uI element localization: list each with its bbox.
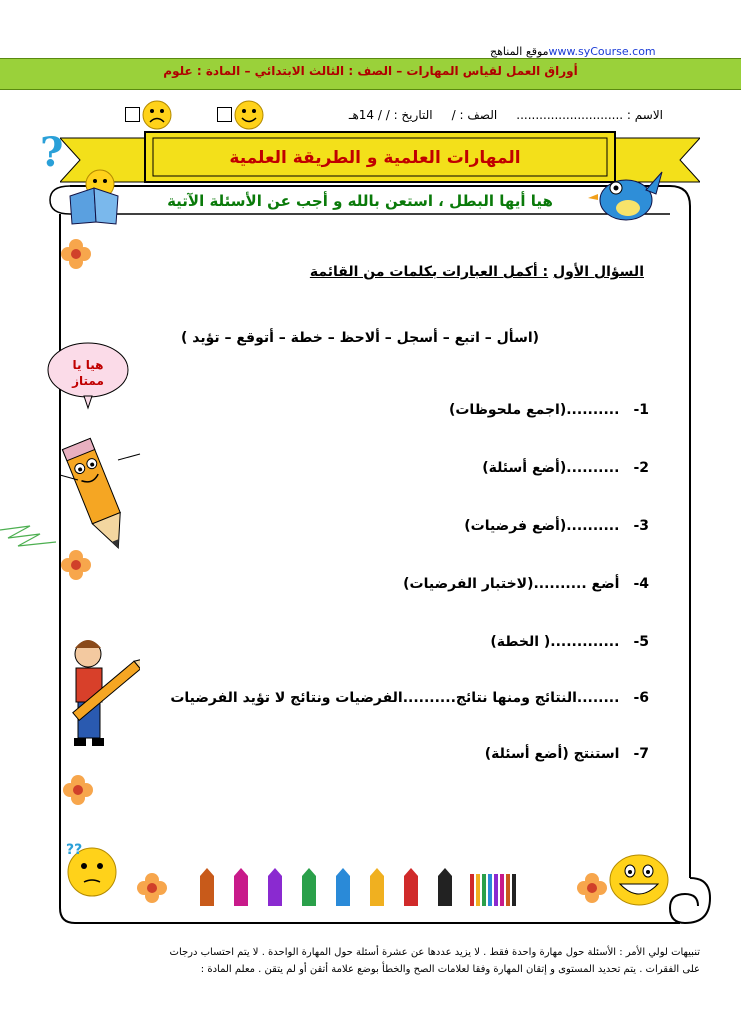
item-number: 2- <box>633 460 649 476</box>
item-text: .............( الخطة) <box>490 634 620 650</box>
grin-smiley-icon <box>608 852 670 908</box>
list-item <box>490 634 649 650</box>
list-item <box>485 746 649 762</box>
blue-bird-icon <box>586 160 666 230</box>
happy-smiley-icon <box>232 98 266 132</box>
question-title <box>310 264 644 280</box>
item-number: 3- <box>633 518 649 534</box>
svg-text:?: ? <box>40 129 64 174</box>
item-number: 5- <box>633 634 649 650</box>
word-bank: (اسأل – اتبع – أسجل – ألاحظ – خطة – أتوقع – تؤيد ) <box>180 330 540 346</box>
reading-smiley-icon <box>66 166 122 226</box>
header-title: أوراق العمل لقياس المهارات – الصف : الثالث الابتدائي – المادة : علوم <box>163 64 578 78</box>
footer-line-1: تنبيهات لولي الأمر : الأسئلة حول مهارة واحدة فقط . لا يزيد عددها عن عشرة أسئلة حول المهارة الواحدة . لا يتم احتساب درجات <box>169 947 700 958</box>
item-number: 6- <box>633 690 649 706</box>
flower-icon <box>60 238 92 270</box>
date-field-label: التاريخ : / / 14هـ <box>348 108 433 122</box>
info-row <box>349 108 663 122</box>
item-text: ..........(اجمع ملحوظات) <box>448 402 620 418</box>
site-name: موقع المناهج <box>490 45 549 58</box>
mastered-checkbox[interactable] <box>217 107 232 122</box>
flower-icon <box>136 872 168 904</box>
crayons-row <box>190 868 530 910</box>
site-url[interactable]: www.syCourse.com <box>548 45 656 58</box>
not-mastered-checkbox[interactable] <box>125 107 140 122</box>
thinking-smiley-icon <box>62 840 122 900</box>
footer-line-2: على الفقرات . يتم تحديد المستوى و إتقان المهارة وفقا لعلامات الصح والخطأ بوضع علامة أتقن أو لم يتقن . معلم المادة : <box>200 964 700 975</box>
question-mark-icon <box>36 128 66 174</box>
item-number: 4- <box>633 576 649 592</box>
bubble-text <box>58 357 118 389</box>
list-item <box>482 460 649 476</box>
scroll-instruction: هيا أيها البطل ، استعن بالله و أجب عن الأسئلة الآتية <box>167 192 553 210</box>
item-text: أضع ..........(لاختبار الفرضيات) <box>403 576 620 592</box>
svg-text:??: ?? <box>66 842 83 858</box>
site-line <box>490 45 656 58</box>
sad-smiley-icon <box>140 98 174 132</box>
class-field-label: الصف : / <box>451 108 498 122</box>
boy-with-pencil-icon <box>56 634 140 758</box>
question-number: السؤال الأول <box>553 264 644 280</box>
banner-title: المهارات العلمية و الطريقة العلمية <box>229 148 521 168</box>
question-instruction: : أكمل العبارات بكلمات من القائمة <box>309 264 549 280</box>
item-number: 1- <box>633 402 649 418</box>
item-number: 7- <box>633 746 649 762</box>
bubble-line-2: ممتاز <box>72 374 104 388</box>
item-text: ..........(أضع أسئلة) <box>482 460 620 476</box>
name-field-label: الاسم : ............................ <box>516 108 663 122</box>
item-text: ..........(أضع فرضيات) <box>464 518 620 534</box>
bubble-line-1: هيا يا <box>72 358 104 372</box>
green-scribble <box>0 520 60 560</box>
list-item <box>170 690 649 706</box>
list-item <box>403 576 649 592</box>
flower-icon <box>62 774 94 806</box>
item-text: ........النتائج ومنها نتائج..........الفرضيات ونتائج لا تؤيد الفرضيات <box>170 690 620 706</box>
item-text: استنتج (أضع أسئلة) <box>484 746 620 762</box>
flower-icon <box>576 872 608 904</box>
list-item <box>449 402 649 418</box>
footer-notes <box>40 944 700 978</box>
list-item <box>464 518 649 534</box>
